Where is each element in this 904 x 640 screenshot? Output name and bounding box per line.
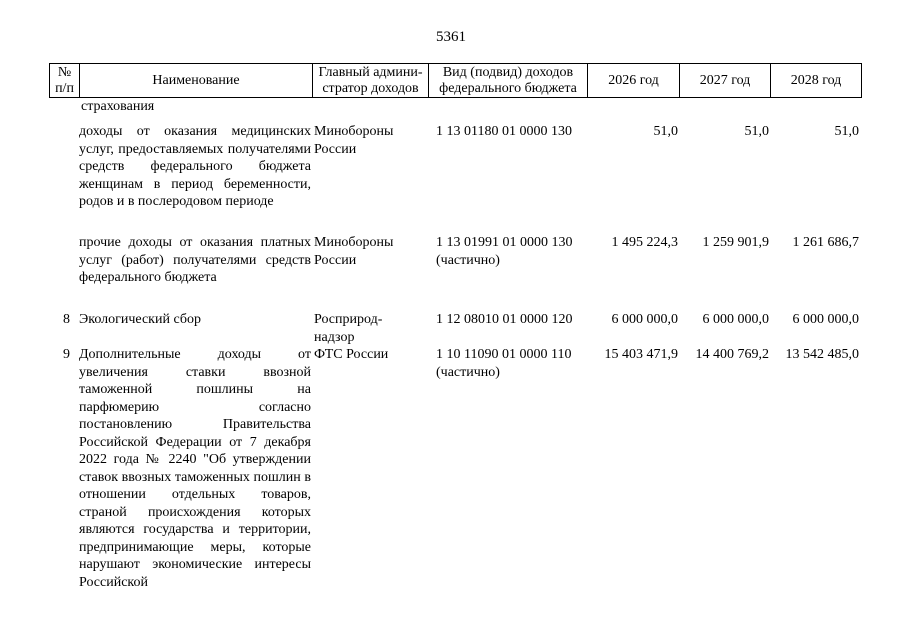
header-2026: 2026 год <box>588 64 680 98</box>
row-admin: Минобороны России <box>314 235 394 268</box>
row-code: 1 10 11090 01 0000 110 (частично) <box>436 347 572 380</box>
row-number: 9 <box>63 347 70 362</box>
row-code: 1 13 01180 01 0000 130 <box>436 124 572 139</box>
row-value-2026: 15 403 471,9 <box>604 347 678 362</box>
row-name: Экологический сбор <box>79 312 201 327</box>
table-header <box>49 63 862 98</box>
header-2027: 2027 год <box>680 64 771 98</box>
continuation-text: страхования <box>81 99 155 114</box>
row-name: Дополнительные доходы от увеличения ставки ввозной таможенной пошлины на парфюмерию согласно постановлению Правительства Российской Федерации от 7 декабря 2022 года № 2240 "Об утверждении ставок ввозных таможенных пошлин в отношении отдельных товаров, страной происхождения которых являются государства и территории, предпринимающие меры, которые нарушают экономические интересы Российской <box>79 347 311 590</box>
row-value-2027: 1 259 901,9 <box>702 235 769 250</box>
row-admin: Минобороны России <box>314 124 394 157</box>
header-name: Наименование <box>80 64 313 98</box>
header-2028: 2028 год <box>771 64 862 98</box>
row-value-2026: 1 495 224,3 <box>611 235 678 250</box>
header-admin: Главный админи- стратор доходов <box>313 64 429 98</box>
row-value-2026: 51,0 <box>653 124 678 139</box>
row-number: 8 <box>63 312 70 327</box>
header-num: № п/п <box>50 64 80 98</box>
header-code: Вид (подвид) доходов федерального бюджета <box>429 64 588 98</box>
row-value-2026: 6 000 000,0 <box>611 312 678 327</box>
row-value-2028: 51,0 <box>834 124 859 139</box>
row-admin: ФТС России <box>314 347 389 362</box>
row-name: прочие доходы от оказания платных услуг (работ) получателями средств федерального бюджета <box>79 235 311 285</box>
row-admin: Росприрод- надзор <box>314 312 383 345</box>
row-value-2028: 1 261 686,7 <box>792 235 859 250</box>
row-value-2027: 14 400 769,2 <box>695 347 769 362</box>
row-value-2027: 51,0 <box>744 124 769 139</box>
row-value-2028: 13 542 485,0 <box>785 347 859 362</box>
row-name: доходы от оказания медицинских услуг, предоставляемых получателями средств федерального бюджета женщинам в период беременности, родов и в послеродовом периоде <box>79 124 311 209</box>
row-value-2028: 6 000 000,0 <box>792 312 859 327</box>
row-value-2027: 6 000 000,0 <box>702 312 769 327</box>
page-number: 5361 <box>436 29 466 45</box>
row-code: 1 12 08010 01 0000 120 <box>436 312 573 327</box>
row-code: 1 13 01991 01 0000 130 (частично) <box>436 235 573 268</box>
